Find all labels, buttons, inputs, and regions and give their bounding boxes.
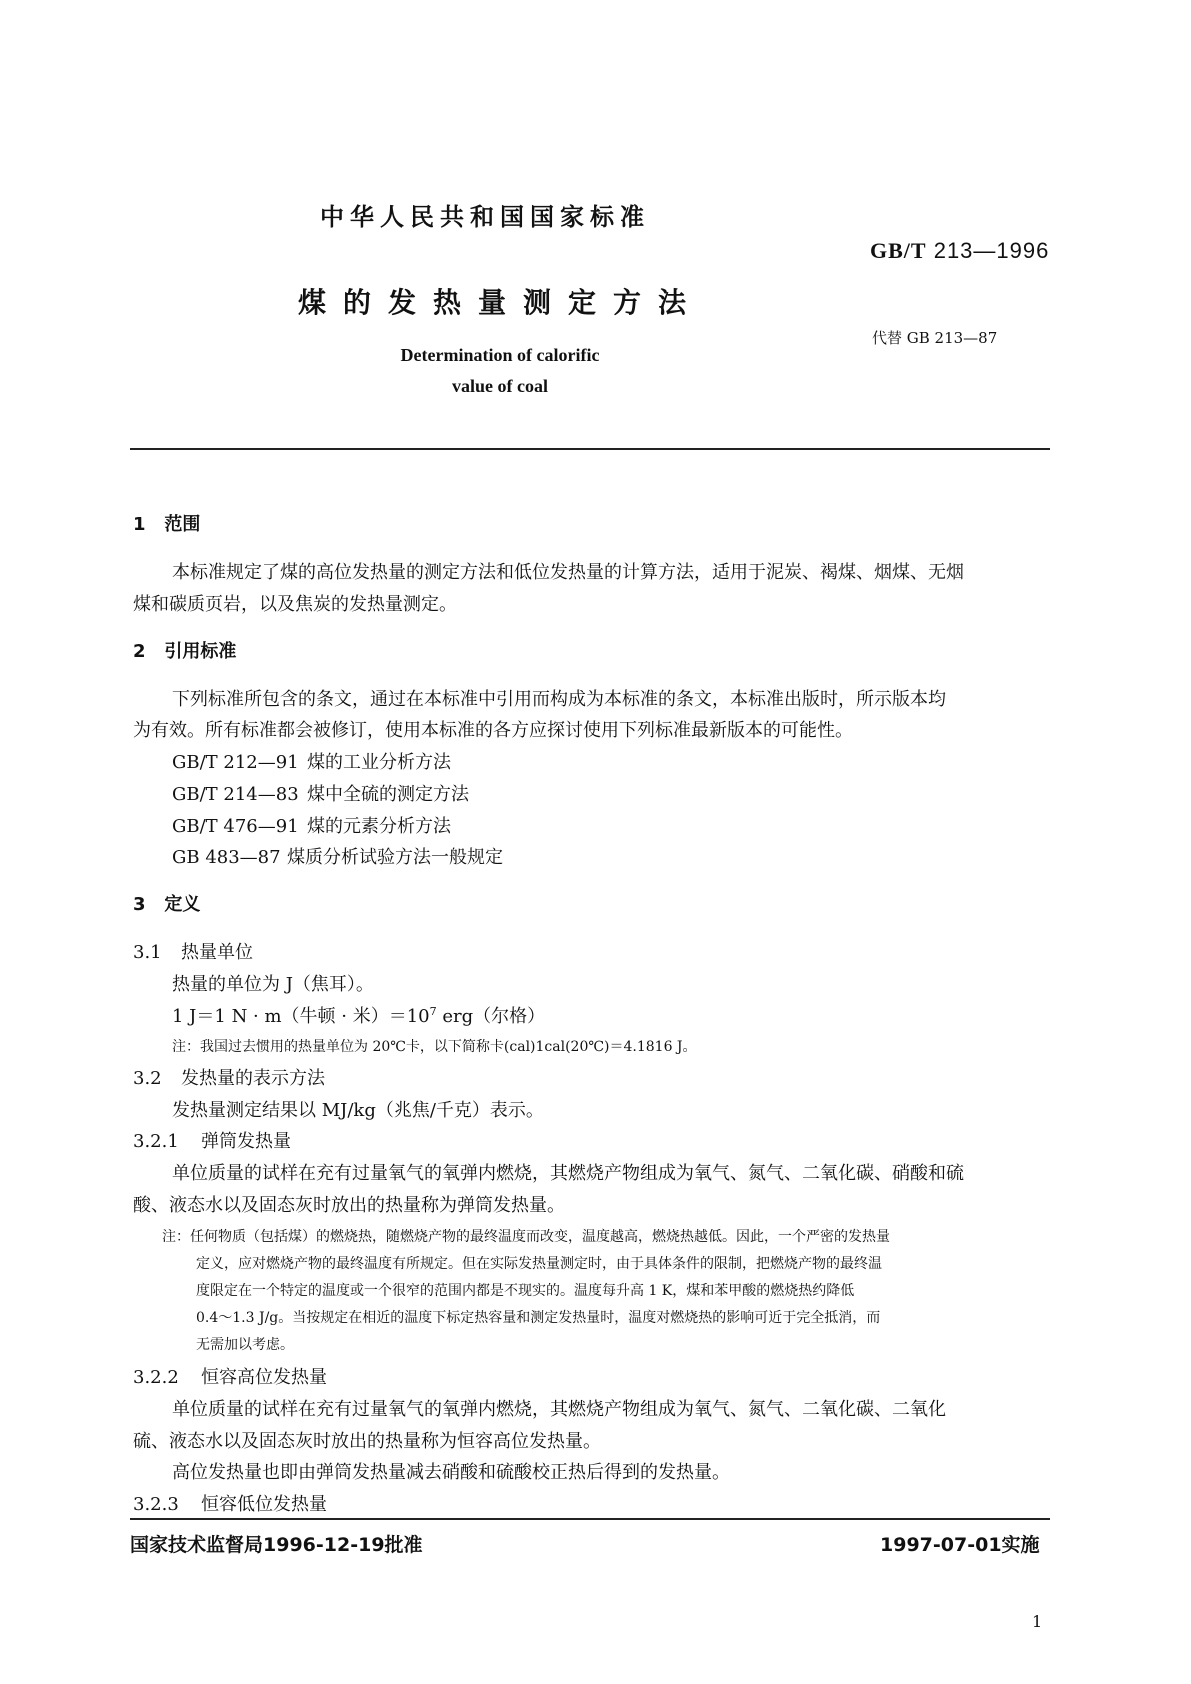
subsection-3-2-1-para-line1: 单位质量的试样在充有过量氧气的氧弹内燃烧，其燃烧产物组成为氧气、氮气、二氧化碳、硝酸和硫 xyxy=(172,1163,964,1184)
combustion-note-line2: 定义，应对燃烧产物的最终温度有所规定。但在实际发热量测定时，由于具体条件的限制，把燃烧产物的最终温 xyxy=(196,1256,882,1272)
subsection-title: 发热量的表示方法 xyxy=(181,1068,325,1089)
combustion-note-line4: 0.4～1.3 J/g。当按规定在相近的温度下标定热容量和测定发热量时，温度对燃烧热的影响可近于完全抵消，而 xyxy=(196,1310,881,1326)
reference-item xyxy=(172,843,503,869)
subsection-3-2-1-heading xyxy=(133,1127,291,1153)
reference-code: GB/T 214—83 xyxy=(172,784,299,805)
reference-name: 煤质分析试验方法一般规定 xyxy=(287,847,503,868)
subsection-3-2-2-heading xyxy=(133,1363,327,1389)
replaces-note: 代替 GB 213—87 xyxy=(872,329,998,347)
reference-code: GB/T 476—91 xyxy=(172,816,299,837)
section-number: 2 xyxy=(133,641,146,662)
header-divider xyxy=(130,448,1050,450)
subsection-title: 热量单位 xyxy=(181,942,253,963)
reference-name: 煤中全硫的测定方法 xyxy=(307,784,469,805)
implementation-date: 1997-07-01实施 xyxy=(880,1534,1040,1556)
subsection-3-1-heading xyxy=(133,938,253,964)
approval-date: 国家技术监督局1996-12-19批准 xyxy=(130,1534,423,1556)
joule-equation xyxy=(172,1002,545,1028)
reference-name: 煤的工业分析方法 xyxy=(307,752,451,773)
subsection-3-1-para: 热量的单位为 J（焦耳）。 xyxy=(172,974,374,995)
footer-divider xyxy=(130,1518,1050,1520)
page-number: 1 xyxy=(1032,1612,1043,1631)
section-title: 引用标准 xyxy=(164,641,237,662)
subsection-number: 3.2.2 xyxy=(133,1367,179,1388)
subsection-3-2-2-para-line2: 硫、液态水以及固态灰时放出的热量称为恒容高位发热量。 xyxy=(133,1431,601,1452)
subsection-number: 3.1 xyxy=(133,942,162,963)
subsection-3-2-3-heading xyxy=(133,1490,327,1516)
section-1-para-line1: 本标准规定了煤的高位发热量的测定方法和低位发热量的计算方法，适用于泥炭、褐煤、烟煤、无烟 xyxy=(172,562,964,583)
english-title-line1: Determination of calorific xyxy=(400,345,600,365)
subsection-3-2-heading xyxy=(133,1064,325,1090)
combustion-note-line5: 无需加以考虑。 xyxy=(196,1337,294,1353)
subsection-title: 恒容低位发热量 xyxy=(201,1494,327,1515)
document-title: 煤的发热量测定方法 xyxy=(298,286,704,319)
national-standard-heading: 中华人民共和国国家标准 xyxy=(320,203,650,231)
section-3-heading xyxy=(133,890,200,916)
section-title: 范围 xyxy=(164,514,201,535)
reference-code: GB/T 212—91 xyxy=(172,752,299,773)
subsection-number: 3.2.3 xyxy=(133,1494,179,1515)
equation-part-a: 1 J＝1 N · m（牛顿 · 米）＝10 xyxy=(172,1006,430,1027)
standard-code-number: 213—1996 xyxy=(933,238,1050,263)
section-1-heading xyxy=(133,510,200,536)
subsection-3-2-1-para-line2: 酸、液态水以及固态灰时放出的热量称为弹筒发热量。 xyxy=(133,1195,565,1216)
subsection-3-2-2-para2: 高位发热量也即由弹筒发热量减去硝酸和硫酸校正热后得到的发热量。 xyxy=(172,1462,730,1483)
section-2-para-line1: 下列标准所包含的条文，通过在本标准中引用而构成为本标准的条文，本标准出版时，所示版本均 xyxy=(172,689,946,710)
combustion-note-line1: 注：任何物质（包括煤）的燃烧热，随燃烧产物的最终温度而改变，温度越高，燃烧热越低。因此，一个严密的发热量 xyxy=(162,1229,890,1245)
reference-item xyxy=(172,780,469,806)
equation-part-b: erg（尔格） xyxy=(436,1006,546,1027)
section-number: 3 xyxy=(133,894,146,915)
reference-name: 煤的元素分析方法 xyxy=(307,816,451,837)
subsection-number: 3.2 xyxy=(133,1068,162,1089)
combustion-note-line3: 度限定在一个特定的温度或一个很窄的范围内都是不现实的。温度每升高 1 K，煤和苯甲酸的燃烧热约降低 xyxy=(196,1283,855,1299)
section-title: 定义 xyxy=(164,894,201,915)
standard-code-prefix: GB/T xyxy=(870,238,927,263)
subsection-3-2-para: 发热量测定结果以 MJ/kg（兆焦/千克）表示。 xyxy=(172,1100,544,1121)
section-1-para-line2: 煤和碳质页岩，以及焦炭的发热量测定。 xyxy=(133,594,457,615)
standard-code xyxy=(870,238,1049,264)
subsection-title: 弹筒发热量 xyxy=(201,1131,291,1152)
english-title-line2: value of coal xyxy=(452,376,548,396)
reference-item xyxy=(172,812,451,838)
section-number: 1 xyxy=(133,514,146,535)
section-2-heading xyxy=(133,637,236,663)
reference-code: GB 483—87 xyxy=(172,847,281,868)
subsection-title: 恒容高位发热量 xyxy=(201,1367,327,1388)
calorie-note: 注：我国过去惯用的热量单位为 20℃卡，以下简称卡(cal)1cal(20℃)＝4.1816 J。 xyxy=(172,1039,697,1055)
subsection-3-2-2-para-line1: 单位质量的试样在充有过量氧气的氧弹内燃烧，其燃烧产物组成为氧气、氮气、二氧化碳、二氧化 xyxy=(172,1399,946,1420)
reference-item xyxy=(172,748,451,774)
subsection-number: 3.2.1 xyxy=(133,1131,179,1152)
section-2-para-line2: 为有效。所有标准都会被修订，使用本标准的各方应探讨使用下列标准最新版本的可能性。 xyxy=(133,720,853,741)
equation-exponent: 7 xyxy=(429,1005,437,1018)
